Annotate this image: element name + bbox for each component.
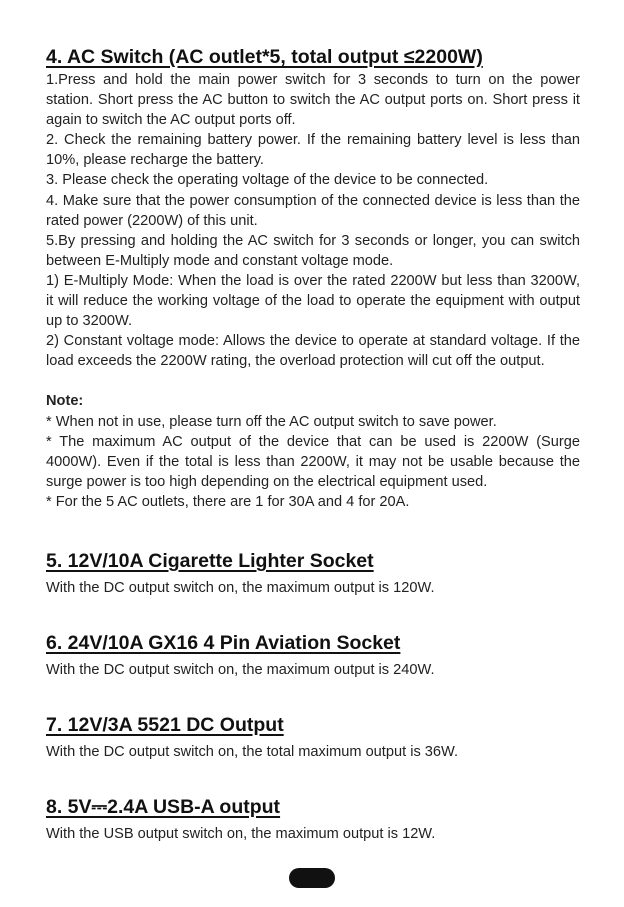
section-8-title: 8. 5V⎓2.4A USB-A output: [46, 796, 281, 819]
note-item: * When not in use, please turn off the AC output switch to save power.: [46, 413, 497, 430]
section-6-text: With the DC output switch on, the maximum output is 240W.: [46, 662, 435, 679]
constant-voltage-mode-text: 2) Constant voltage mode: Allows the device to operate at standard voltage. If the load exceeds the 2200W rating, the overload protection will cut off the output.: [46, 333, 580, 370]
section-7-title: 7. 12V/3A 5521 DC Output: [46, 714, 284, 737]
section-5: [46, 548, 580, 598]
section-7-text: With the DC output switch on, the total maximum output is 36W.: [46, 744, 459, 761]
section-4-step-5: 5.By pressing and holding the AC switch for 3 seconds or longer, you can switch between E-Multiply mode and constant voltage mode.: [46, 232, 580, 269]
e-multiply-mode-text: 1) E-Multiply Mode: When the load is over the rated 2200W but less than 3200W, it will reduce the working voltage of the load to operate the equipment with output up to 3200W.: [46, 272, 580, 330]
section-4-step-4: 4. Make sure that the power consumption of the connected device is less than the rated power (2200W) of this unit.: [46, 192, 580, 229]
section-8: [46, 794, 580, 844]
note-title: Note:: [46, 393, 84, 410]
section-4-step-2: 2. Check the remaining battery power. If the remaining battery level is less than 10%, please recharge the battery.: [46, 132, 580, 169]
section-4-step-1: 1.Press and hold the main power switch for 3 seconds to turn on the power station. Short press the AC button to switch the AC output ports on. Short press it again to switch the AC output ports off.: [46, 72, 580, 129]
note-item: * For the 5 AC outlets, there are 1 for 30A and 4 for 20A.: [46, 493, 410, 510]
section-5-title: 5. 12V/10A Cigarette Lighter Socket: [46, 549, 374, 572]
section-5-text: With the DC output switch on, the maximum output is 120W.: [46, 579, 435, 596]
section-8-text: With the USB output switch on, the maximum output is 12W.: [46, 826, 436, 843]
section-6: [46, 630, 580, 680]
note-item: * The maximum AC output of the device that can be used is 2200W (Surge 4000W). Even if the total is less than 2200W, it may not be usable because the surge power is too high depending on the electrical equipment used.: [46, 433, 580, 490]
section-4-title: 4. AC Switch (AC outlet*5, total output ≤2200W): [46, 46, 483, 68]
section-6-title: 6. 24V/10A GX16 4 Pin Aviation Socket: [46, 632, 401, 655]
page-number-pill: [289, 868, 335, 888]
manual-page: [46, 44, 580, 844]
section-7: [46, 712, 580, 762]
section-4-step-3: 3. Please check the operating voltage of the device to be connected.: [46, 172, 489, 189]
